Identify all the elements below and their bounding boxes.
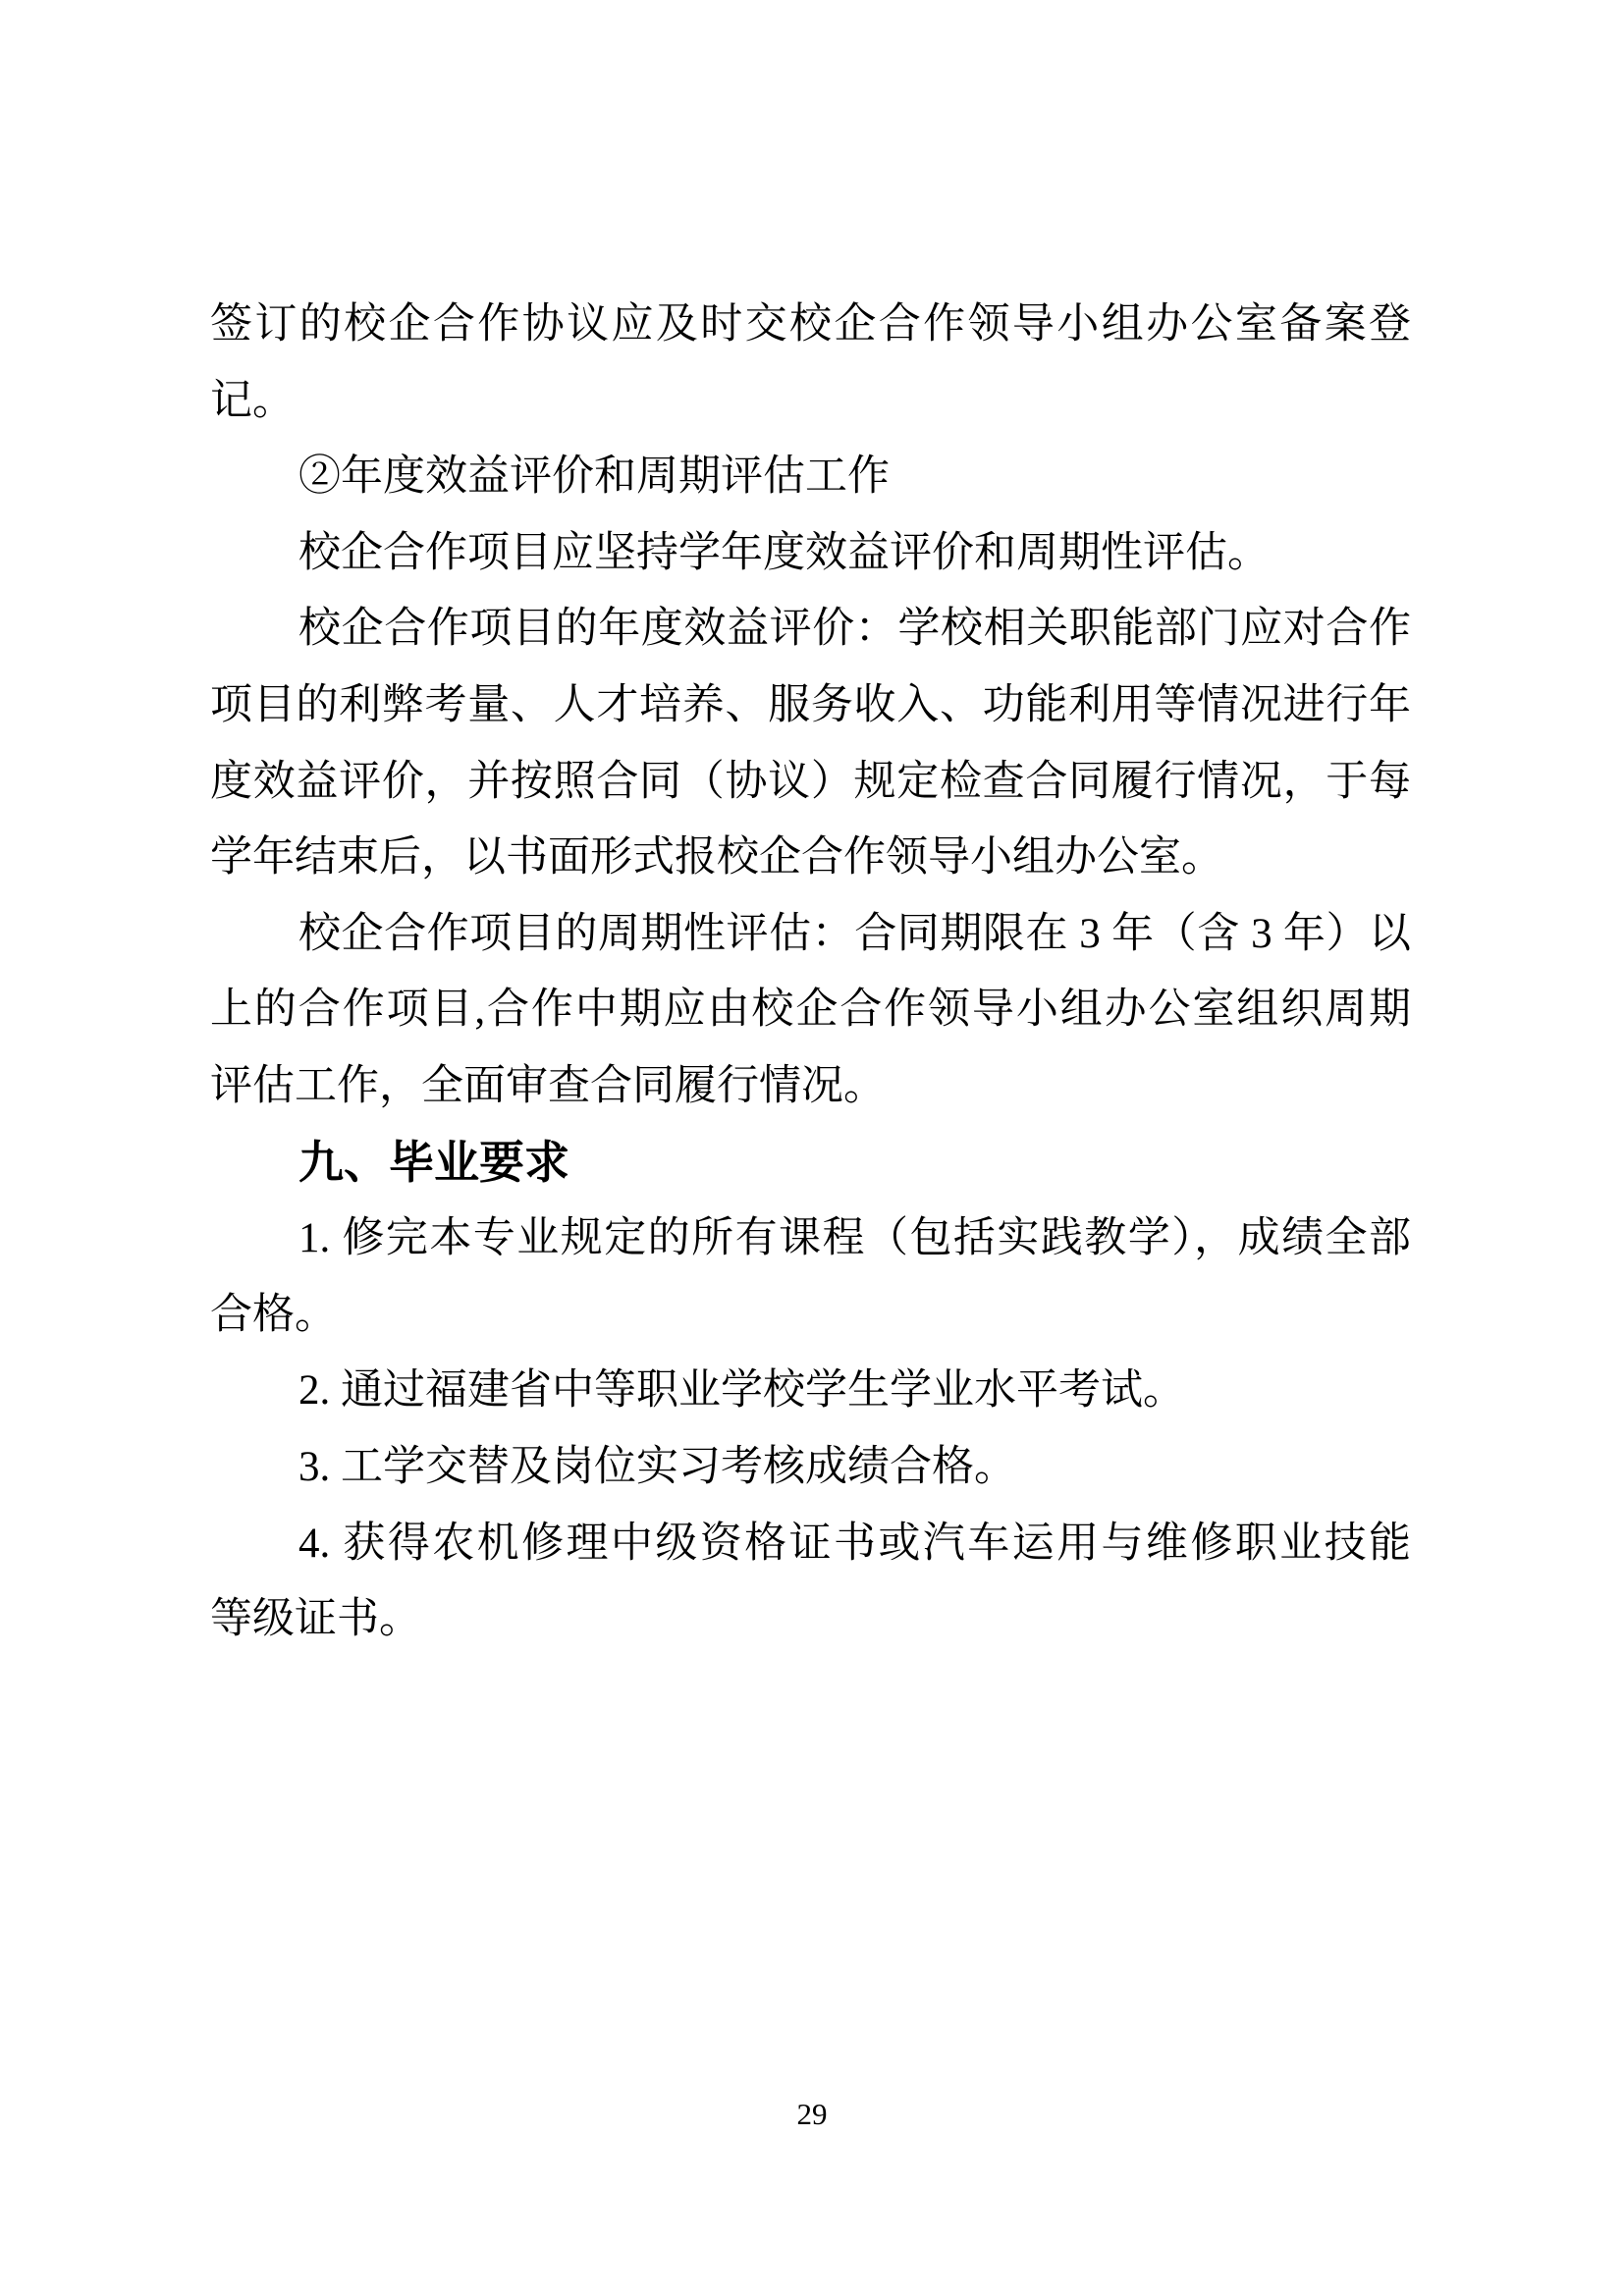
text-line: 2. 通过福建省中等职业学校学生学业水平考试。 — [298, 1367, 1185, 1415]
text-line: 合格。 — [210, 1291, 337, 1338]
text-line: 项目的利弊考量、人才培养、服务收入、功能利用等情况进行年 — [210, 681, 1411, 728]
text-line: 度效益评价，并按照合同（协议）规定检查合同履行情况，于每 — [210, 758, 1411, 805]
text-line: 学年结束后，以书面形式报校企合作领导小组办公室。 — [210, 834, 1223, 881]
text-line: 1. 修完本专业规定的所有课程（包括实践教学），成绩全部 — [298, 1215, 1411, 1262]
text-line: 记。 — [210, 377, 295, 424]
document-body — [210, 287, 1411, 1658]
text-line: 校企合作项目应坚持学年度效益评价和周期性评估。 — [298, 529, 1270, 576]
text-line: ②年度效益评价和周期评估工作 — [298, 454, 890, 501]
text-line: 4. 获得农机修理中级资格证书或汽车运用与维修职业技能 — [298, 1520, 1411, 1567]
text-line: 签订的校企合作协议应及时交校企合作领导小组办公室备案登 — [210, 301, 1411, 347]
text-line: 上的合作项目,合作中期应由校企合作领导小组办公室组织周期 — [210, 987, 1411, 1034]
page-number: 29 — [796, 2097, 828, 2131]
text-line: 等级证书。 — [210, 1596, 421, 1643]
text-line: 3. 工学交替及岗位实习考核成绩合格。 — [298, 1443, 1016, 1490]
text-line: 评估工作，全面审查合同履行情况。 — [210, 1062, 886, 1109]
text-line: 校企合作项目的周期性评估：合同期限在 3 年（含 3 年）以 — [298, 910, 1411, 957]
text-line: 校企合作项目的年度效益评价：学校相关职能部门应对合作 — [298, 606, 1411, 653]
section-heading: 九、毕业要求 — [298, 1135, 569, 1189]
